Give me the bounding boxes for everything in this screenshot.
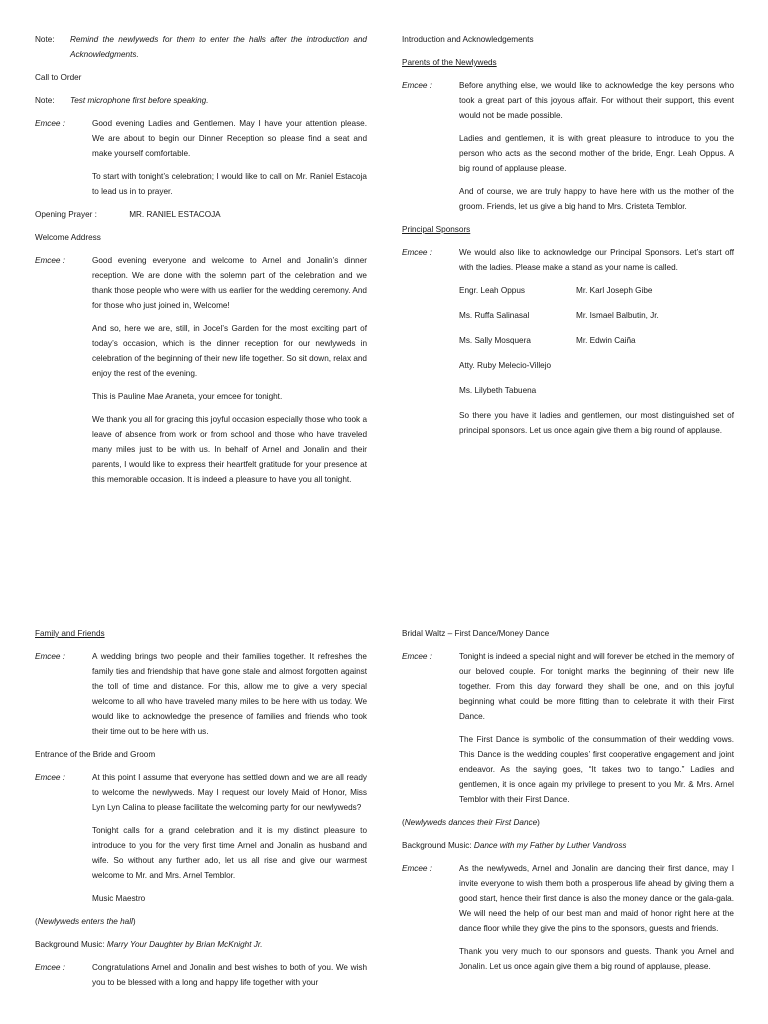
background-music-line [402, 838, 734, 853]
call-to-order-heading: Call to Order [35, 73, 82, 82]
emcee-first-dance [402, 649, 734, 724]
music-maestro: Music Maestro [92, 894, 146, 903]
sponsors-paragraph: We would also like to acknowledge our Principal Sponsors. Let’s start off with the ladies. Please make a stand as your name is called. [459, 248, 734, 272]
emcee-greeting [35, 116, 367, 161]
emcee-money-dance [402, 861, 734, 936]
background-music-line [35, 937, 367, 952]
parents-paragraph: Ladies and gentlemen, it is with great pleasure to introduce to you the person who acts as the second mother of the bride, Engr. Leah Oppus. A big round of applause please. [459, 134, 734, 173]
bridal-waltz-heading: Bridal Waltz – First Dance/Money Dance [402, 629, 550, 638]
page-bottom-right [402, 626, 734, 982]
emcee-congratulations [35, 960, 367, 990]
bg-music-label: Background Music: [35, 940, 107, 949]
note-remind [35, 32, 367, 62]
sponsor-row [459, 358, 734, 373]
emcee-label: Emcee : [35, 773, 66, 782]
sponsor-name: Atty. Ruby Melecio-Villejo [459, 361, 552, 370]
emcee-label: Emcee : [402, 248, 433, 257]
sponsor-name: Ms. Sally Mosquera [459, 336, 531, 345]
emcee-label: Emcee : [35, 652, 66, 661]
welcome-paragraph: Good evening everyone and welcome to Arnel and Jonalin’s dinner reception. We are done with the solemn part of the celebration and we thank those people who were with us earlier for the wedding ceremony. And for those who just joined in, Welcome! [92, 256, 367, 310]
welcome-paragraph: This is Pauline Mae Araneta, your emcee for tonight. [92, 392, 283, 401]
sponsor-name: Engr. Leah Oppus [459, 286, 526, 295]
page-top-right [402, 32, 734, 446]
note-text: Remind the newlyweds for them to enter the halls after the introduction and Acknowledgments. [70, 35, 367, 59]
entrance-paragraph: Tonight calls for a grand celebration and it is my distinct pleasure to introduce to you for the very first time Arnel and Jonalin as husband and wife. So without any further ado, let us all rise and give our warmest welcome to Mr. and Mrs. Arnel Temblor. [92, 826, 367, 880]
stage-open: ( [402, 818, 405, 827]
sponsor-name: Ms. Lilybeth Tabuena [459, 386, 537, 395]
welcome-paragraph: We thank you all for gracing this joyful occasion especially those who took a leave of absence from work or from school and those who have traveled many miles just to be with us. In behalf of Arnel and Jonalin and their parents, I would like to express their heartfelt gratitude for your presence at this memorable occasion. It is indeed a pleasure to have you all tonight. [92, 415, 367, 484]
opening-prayer-name: MR. RANIEL ESTACOJA [129, 210, 221, 219]
sponsor-name: Mr. Ismael Balbutin, Jr. [576, 311, 659, 320]
bg-music-song: Dance with my Father by Luther Vandross [473, 841, 627, 850]
opening-prayer-line [35, 207, 367, 222]
prayer-call-text: To start with tonight’s celebration; I would like to call on Mr. Raniel Estacoja to lead us in to prayer. [92, 172, 367, 196]
entrance-heading: Entrance of the Bride and Groom [35, 750, 156, 759]
stage-open: ( [35, 917, 38, 926]
greeting-text: Good evening Ladies and Gentlemen. May I have your attention please. We are about to begin our Dinner Reception so please find a seat and make yourself comfortable. [92, 119, 367, 158]
entrance-paragraph: At this point I assume that everyone has settled down and we are all ready to welcome the newlyweds. May I request our lovely Maid of Honor, Miss Lyn Lyn Calina to please facilitate the welcoming party for our newlyweds? [92, 773, 367, 812]
opening-prayer-label: Opening Prayer : [35, 210, 97, 219]
note-text: Test microphone first before speaking. [70, 96, 209, 105]
family-paragraph: A wedding brings two people and their families together. It refreshes the family ties and friendship that have gone stale and almost forgotten against the toll of time and distance. For this, allow me to give a very special welcome to all who have traveled many miles to be here with us today. We would like to acknowledge the presence of families and friends who took their time out to be here with us. [92, 652, 367, 736]
parents-paragraph: And of course, we are truly happy to have here with us the mother of the groom. Friends, let us give a big hand to Mrs. Cristeta Temblor. [459, 187, 734, 211]
sponsor-row [459, 333, 734, 348]
stage-close: ) [132, 917, 136, 926]
money-dance-paragraph: As the newlyweds, Arnel and Jonalin are dancing their first dance, may I invite everyone to wish them both a prosperous life ahead by giving them a good start, hence their first dance is also the money dance or the gala-gala. We will need the help of our best man and maid of honor right here at the dance floor while they give the pins to the sponsors, guests and friends. [459, 864, 734, 933]
emcee-label: Emcee : [35, 963, 66, 972]
dance-paragraph: Tonight is indeed a special night and will forever be etched in the memory of our beloved couple. For tonight marks the beginning of their new life together. From this day forward they shall be one, and on this joyful beginning what could be more fitting than to celebrate it with their First Dance. [459, 652, 734, 721]
emcee-family [35, 649, 367, 739]
emcee-label: Emcee : [35, 256, 66, 265]
welcome-paragraph: And so, here we are, still, in Jocel’s Garden for the most exciting part of today’s occasion, which is the dinner reception for our newlyweds in celebration of the beginning of their new life together. So sit down, relax and enjoy the rest of the evening. [92, 324, 367, 378]
page-bottom-left [35, 626, 367, 998]
welcome-heading: Welcome Address [35, 233, 101, 242]
parents-heading: Parents of the Newlyweds [402, 58, 497, 67]
sponsors-heading: Principal Sponsors [402, 225, 471, 234]
emcee-label: Emcee : [402, 864, 433, 873]
parents-paragraph: Before anything else, we would like to acknowledge the key persons who took a great part of this joyous affair. For without their support, this event would not be made possible. [459, 81, 734, 120]
sponsor-row [459, 283, 734, 298]
page-top-left [35, 32, 367, 495]
stage-direction-text: Newlyweds enters the hall [37, 917, 133, 926]
sponsor-name: Ms. Ruffa Salinasal [459, 311, 530, 320]
emcee-entrance [35, 770, 367, 815]
note-label: Note: [35, 35, 55, 44]
emcee-label: Emcee : [402, 652, 433, 661]
money-dance-paragraph: Thank you very much to our sponsors and guests. Thank you Arnel and Jonalin. Let us once again give them a big round of applause, please. [459, 947, 734, 971]
sponsor-name: Mr. Edwin Caiña [576, 336, 636, 345]
stage-close: ) [537, 818, 540, 827]
intro-heading: Introduction and Acknowledgements [402, 35, 534, 44]
stage-direction [35, 914, 367, 929]
emcee-welcome [35, 253, 367, 313]
stage-direction-text: Newlyweds dances their First Dance [404, 818, 538, 827]
note-microphone [35, 93, 367, 108]
sponsor-name: Mr. Karl Joseph Gibe [576, 286, 653, 295]
bg-music-label: Background Music: [402, 841, 474, 850]
emcee-label: Emcee : [35, 119, 66, 128]
dance-paragraph: The First Dance is symbolic of the consummation of their wedding vows. This Dance is the wedding couples’ first cooperative engagement and joint endeavor. As the saying goes, “It takes two to tango.” Ladies and gentlemen, it is once again my privilege to present to you Mr. & Mrs. Arnel Temblor with their First Dance. [459, 735, 734, 804]
sponsors-paragraph: So there you have it ladies and gentlemen, our most distinguished set of principal sponsors. Let us once again give them a big round of applause. [459, 411, 734, 435]
stage-direction [402, 815, 734, 830]
emcee-sponsors [402, 245, 734, 275]
bg-music-song: Marry Your Daughter by Brian McKnight Jr. [106, 940, 263, 949]
sponsor-row [459, 383, 734, 398]
family-heading: Family and Friends [35, 629, 105, 638]
sponsor-row [459, 308, 734, 323]
emcee-label: Emcee : [402, 81, 433, 90]
congratulations-paragraph: Congratulations Arnel and Jonalin and best wishes to both of you. We wish you to be blessed with a long and happy life together with your [92, 963, 367, 987]
emcee-parents [402, 78, 734, 123]
note-label: Note: [35, 96, 55, 105]
